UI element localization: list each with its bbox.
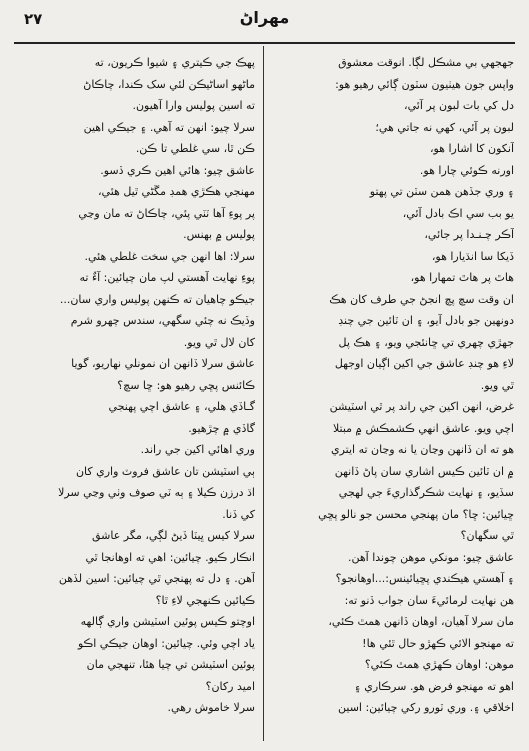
text-line: ڪائنس پڇي رهيو هو: ڇا سچ؟ — [117, 378, 255, 392]
text-line: انڪار ڪيو. چيائين: اهي ته اوهانجا ٿي — [85, 550, 255, 564]
column-divider — [263, 46, 264, 741]
text-line: گاڏي ۾ چڙهيو. — [188, 421, 255, 435]
text-line: وڏيڪ نه چئي سگهي، سندس چهرو شرم — [70, 314, 255, 327]
text-line: ۾ ان ٽائين ڪيس اشاري سان پاڻ ڏانهن — [334, 464, 514, 478]
text-line: جهڙي چهري تي ڇانئجي ويو، ۽ هڪ پل — [338, 335, 514, 349]
text-line: غرض، انهن اکين جي راند پر ٿي اسٽيشن — [329, 400, 514, 413]
text-line: گـاڏي هلي، ۽ عاشق اچي پهنجي — [108, 400, 255, 413]
text-line: پوليس ۾ بهنس. — [183, 228, 255, 241]
text-line: هن نهايت لرمائيءَ سان جواب ڏنو ته: — [344, 593, 514, 607]
text-line: اهو ته مهنجو فرض هو. سرڪاري ۽ — [354, 679, 514, 693]
left-text-column — [17, 52, 255, 742]
text-line: ڪيائين ڪنهجي لاءِ ٿا؟ — [155, 593, 255, 607]
text-line: ته اسين پوليس وارا آهيون. — [132, 99, 255, 112]
text-line: ان وقت سچ پچ انجڻ جي طرف کان هڪ — [329, 292, 514, 306]
text-line: ٻي اسٽيشن تان عاشق فروٽ واري کان — [75, 464, 255, 478]
text-line: مهنجي هڪڙي همڊ مڱڻي ٿيل هئي، — [97, 185, 255, 198]
text-line: لبون پر آئي، کهي نه جاتي هي؛ — [375, 120, 514, 134]
text-line: ياد اچي وئي. چيائين: اوهان جيڪي اڪو — [77, 636, 255, 650]
text-line: مان سرلا آهيان، اوهان ڏانهن همٿ ڪئي، — [328, 615, 514, 628]
text-line: ماڻهو اساڻيڪن لئي سک ڪندا، چاڪاڻ — [83, 77, 255, 91]
text-line: پهڪ جي ڪيتري ۽ شيوا ڪريون، ته — [94, 56, 255, 69]
text-line: وري اهائي اکين جي راند. — [140, 443, 255, 456]
text-line: هاٿ پر هاٿ تمهارا هو، — [410, 271, 514, 284]
text-line: سڏيو، ۽ نهايت شڪرگذاريءَ جي لهجي — [338, 486, 514, 499]
text-line: سرلا خاموش رهي. — [167, 701, 255, 714]
text-line: پوئين اسٽيشن تي چيا هئا، تنهجي مان — [86, 658, 255, 671]
text-line: عاشق سرلا ڏانهن ان نمونلي نهاريو، گويا — [71, 357, 255, 370]
text-line: يو بب سي اڪ بادل آئي، — [402, 206, 514, 220]
text-line: ڪن ٿا، سي غلطي تا ڪن. — [135, 142, 255, 155]
text-line: کان لال ٿي ويو. — [183, 335, 255, 349]
text-line: دل کي بات لبون پر آئي، — [404, 99, 514, 112]
text-line: کي ڏنا. — [222, 507, 255, 521]
text-line: سرلا: اها انهن جي سخت غلطي هئي. — [84, 249, 255, 263]
text-line: ۽ وري جڏهن همن سٽن تي پهتو — [369, 185, 514, 198]
text-line: لاءِ هو چنڊ عاشق جي اکين اڳيان اوجهل — [334, 357, 514, 370]
text-line: دونهين جو بادل آيو، ۽ ان ٽائين جي چنڊ — [338, 314, 514, 327]
page-number: ٢٧ — [24, 10, 43, 28]
text-line: اچي ويو. عاشق انهي ڪشمڪش ۾ مبتلا — [332, 421, 514, 435]
text-line: ٿي سگهان؟ — [460, 529, 514, 542]
text-line: سرلا چيو: انهن ته آهي. ۽ جيڪي اهين — [83, 120, 255, 134]
text-line: سرلا کيس ڀيٽا ڏيڻ لڳي، مگر عاشق — [92, 529, 255, 542]
text-line: آهن. ۽ دل ته پهنجي ٿي چيائين: اسين لڏهن — [58, 572, 255, 585]
text-line: پوءِ نهايت آهستي لپ مان چيائين: آءٌ ته — [79, 271, 255, 284]
text-line: عاشق چيو: مونکي موهن چوندا آهن. — [347, 550, 514, 564]
text-line: اخلاقي ۽. وري ٽورو رکي چيائين: اسين — [338, 701, 514, 714]
text-line: اوچتو ڪيس پوئين اسٽيشن واري ڳالهه — [80, 615, 255, 628]
text-line: ٿي ويو. — [480, 378, 514, 392]
text-line: اورنه ڪوئي چارا هو. — [419, 163, 514, 177]
right-text-column — [276, 52, 514, 742]
text-line: ۽ آهستي هيڪندي پڇيائينس:...اوهانجو؟ — [335, 572, 514, 585]
text-line: هو ته ان ڏانهن وڃان يا نه وڃان ته ايتري — [330, 443, 514, 456]
text-line: ڇيائين: ڇا؟ مان پهنجي محسن جو نالو پڇي — [318, 507, 514, 521]
text-line: ڏيکا سا انڌيارا هو، — [431, 249, 514, 263]
text-line: جيڪو چاهيان ته ڪنهن پوليس واري سان... — [59, 292, 255, 306]
text-line: اميد رکان؟ — [205, 679, 255, 693]
page-header — [14, 4, 515, 44]
text-line: جهجهي بي مشڪل لڳا. انوقت معشوق — [338, 56, 514, 69]
text-line: واپس جون هيٺيون سٽون ڳائي رهيو هو: — [335, 77, 514, 91]
running-title: مهراڻ — [239, 8, 290, 27]
text-line: موهن: اوهان ڪهڙي همٿ ڪئي؟ — [364, 658, 514, 671]
text-line: آنکون کا اشارا هو، — [429, 142, 514, 155]
text-line: اڌ درزن ڪيلا ۽ ٻه ٽي صوف وٺي وڃي سرلا — [58, 486, 255, 499]
text-line: ته مهنجو الائي ڪهڙو حال ٿئي ها! — [362, 636, 514, 650]
text-line: آڪر چـنـدا پر جائي، — [424, 228, 514, 241]
text-line: عاشق چيو: هائي اهين ڪري ڏسو. — [100, 163, 255, 177]
text-line: پر پوءِ آها ٽٽي پئي، چاڪاڻ ته مان وڃي — [78, 206, 255, 220]
